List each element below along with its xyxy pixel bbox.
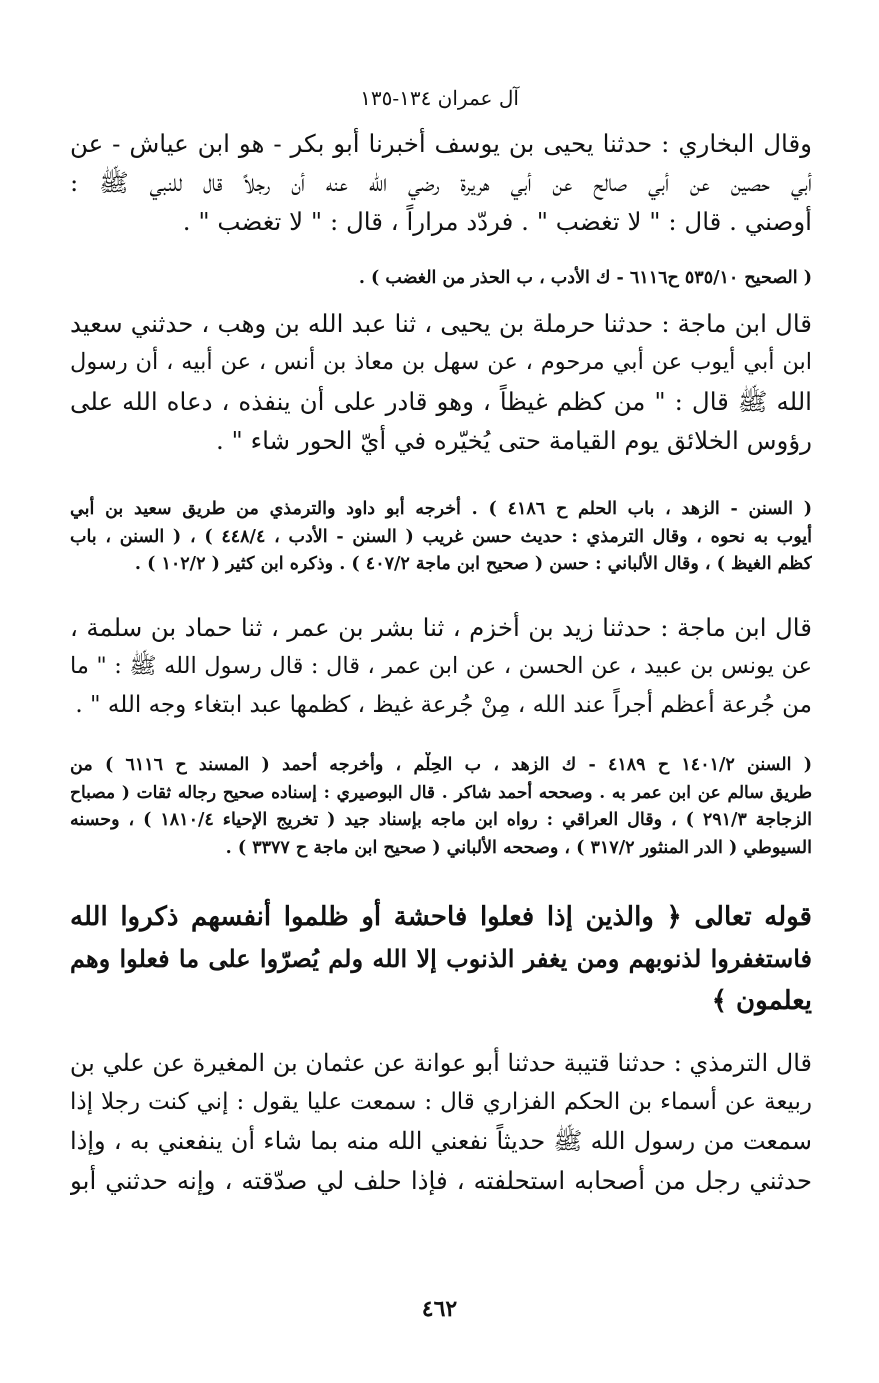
text-line: قال الترمذي : حدثنا قتيبة حدثنا أبو عوانة عن عثمان بن المغيرة عن علي بن [70,1049,812,1077]
text-line: حدثني رجل من أصحابه استحلفته ، فإذا حلف لي صدّقته ، وإنه حدثني أبو [70,1166,812,1195]
footnote-bukhari [70,265,812,293]
text-line: وقال البخاري : حدثنا يحيى بن يوسف أخبرنا أبو بكر - هو ابن عياش - عن [70,129,812,158]
text-line: قال ابن ماجة : حدثنا زيد بن أخزم ، ثنا بشر بن عمر ، ثنا حماد بن سلمة ، [70,613,812,642]
verse-line: قوله تعالى ﴿ والذين إذا فعلوا فاحشة أو ظلموا أنفسهم ذكروا الله [70,902,812,932]
paragraph-ibn-majah-1 [70,304,812,460]
note-line: ( السنن ١٤٠١/٢ ح ٤١٨٩ - ك الزهد ، ب الحِلْم ، وأخرجه أحمد ( المسند ح ٦١١٦ ) من [70,755,812,775]
note-line: ( الصحيح ٥٣٥/١٠ ح٦١١٦ - ك الأدب ، ب الحذر من الغضب ) . [358,268,812,288]
paragraph-ibn-majah-2 [70,608,812,725]
note-line: السيوطي ( الدر المنثور ٣١٧/٢ ) ، وصححه الألباني ( صحيح ابن ماجة ح ٣٣٧٧ ) . [225,837,812,858]
running-header: آل عمران ١٣٤-١٣٥ [360,86,519,110]
text-line: ربيعة عن أسماء بن الحكم الفزاري قال : سمعت عليا يقول : إني كنت رجلا إذا [70,1089,812,1115]
paragraph-tirmidhi [70,1044,812,1200]
footnote-ibn-majah-1 [70,496,812,579]
text-line: من جُرعة أعظم أجراً عند الله ، مِنْ جُرعة غيظ ، كظمها عبد ابتغاء وجه الله " . [75,692,812,718]
note-line: كظم الغيظ ) ، وقال الألباني : حسن ( صحيح ابن ماجة ٤٠٧/٢ ) . وذكره ابن كثير ( ١٠٢/٢ ) . [134,554,812,574]
text-line: الله ﷺ قال : " من كظم غيظاً ، وهو قادر على أن ينفذه ، دعاه الله على [70,387,812,416]
text-line: قال ابن ماجة : حدثنا حرملة بن يحيى ، ثنا عبد الله بن وهب ، حدثني سعيد [70,309,812,338]
note-line: الزجاجة ٢٩١/٣ ) ، وقال العراقي : رواه ابن ماجه بإسناد جيد ( تخريج الإحياء ١٨١٠/٤ ) ، وحسنه [70,810,812,830]
text-line: أوصني . قال : " لا تغضب " . فردّد مراراً ، قال : " لا تغضب " . [182,207,812,236]
note-line: طريق سالم عن ابن عمر به . وصححه أحمد شاكر . قال البوصيري : إسناده صحيح رجاله ثقات ( مصباح [70,782,812,803]
note-line: أيوب به نحوه ، وقال الترمذي : حديث حسن غريب ( السنن - الأدب ، ٤٤٨/٤ ) ، ( السنن ، باب [70,526,812,547]
verse-line: فاستغفروا لذنوبهم ومن يغفر الذنوب إلا الله ولم يُصرّوا على ما فعلوا وهم [70,944,812,973]
text-line: رؤوس الخلائق يوم القيامة حتى يُخيّره في أيّ الحور شاء " . [215,426,812,455]
quran-verse [70,896,812,1022]
note-line: ( السنن - الزهد ، باب الحلم ح ٤١٨٦ ) . أخرجه أبو داود والترمذي من طريق سعيد بن أبي [70,499,812,519]
text-line: ابن أبي أيوب عن أبي مرحوم ، عن سهل بن معاذ بن أنس ، عن أبيه ، أن رسول [70,349,812,375]
page-number: ٤٦٢ [421,1296,458,1322]
text-line: سمعت من رسول الله ﷺ حديثاً نفعني الله منه بما شاء أن ينفعني به ، وإذا [70,1127,812,1155]
verse-line: يعلمون ﴾ [711,986,812,1016]
text-line: عن يونس بن عبيد ، عن الحسن ، عن ابن عمر ، قال : قال رسول الله ﷺ : " ما [70,653,812,679]
paragraph-bukhari [70,124,812,241]
footnote-ibn-majah-2 [70,752,812,862]
text-line: أبي حصين عن أبي صالح عن أبي هريرة رضي الله عنه أن رجلاً قال للنبي ﷺ : [70,168,812,197]
